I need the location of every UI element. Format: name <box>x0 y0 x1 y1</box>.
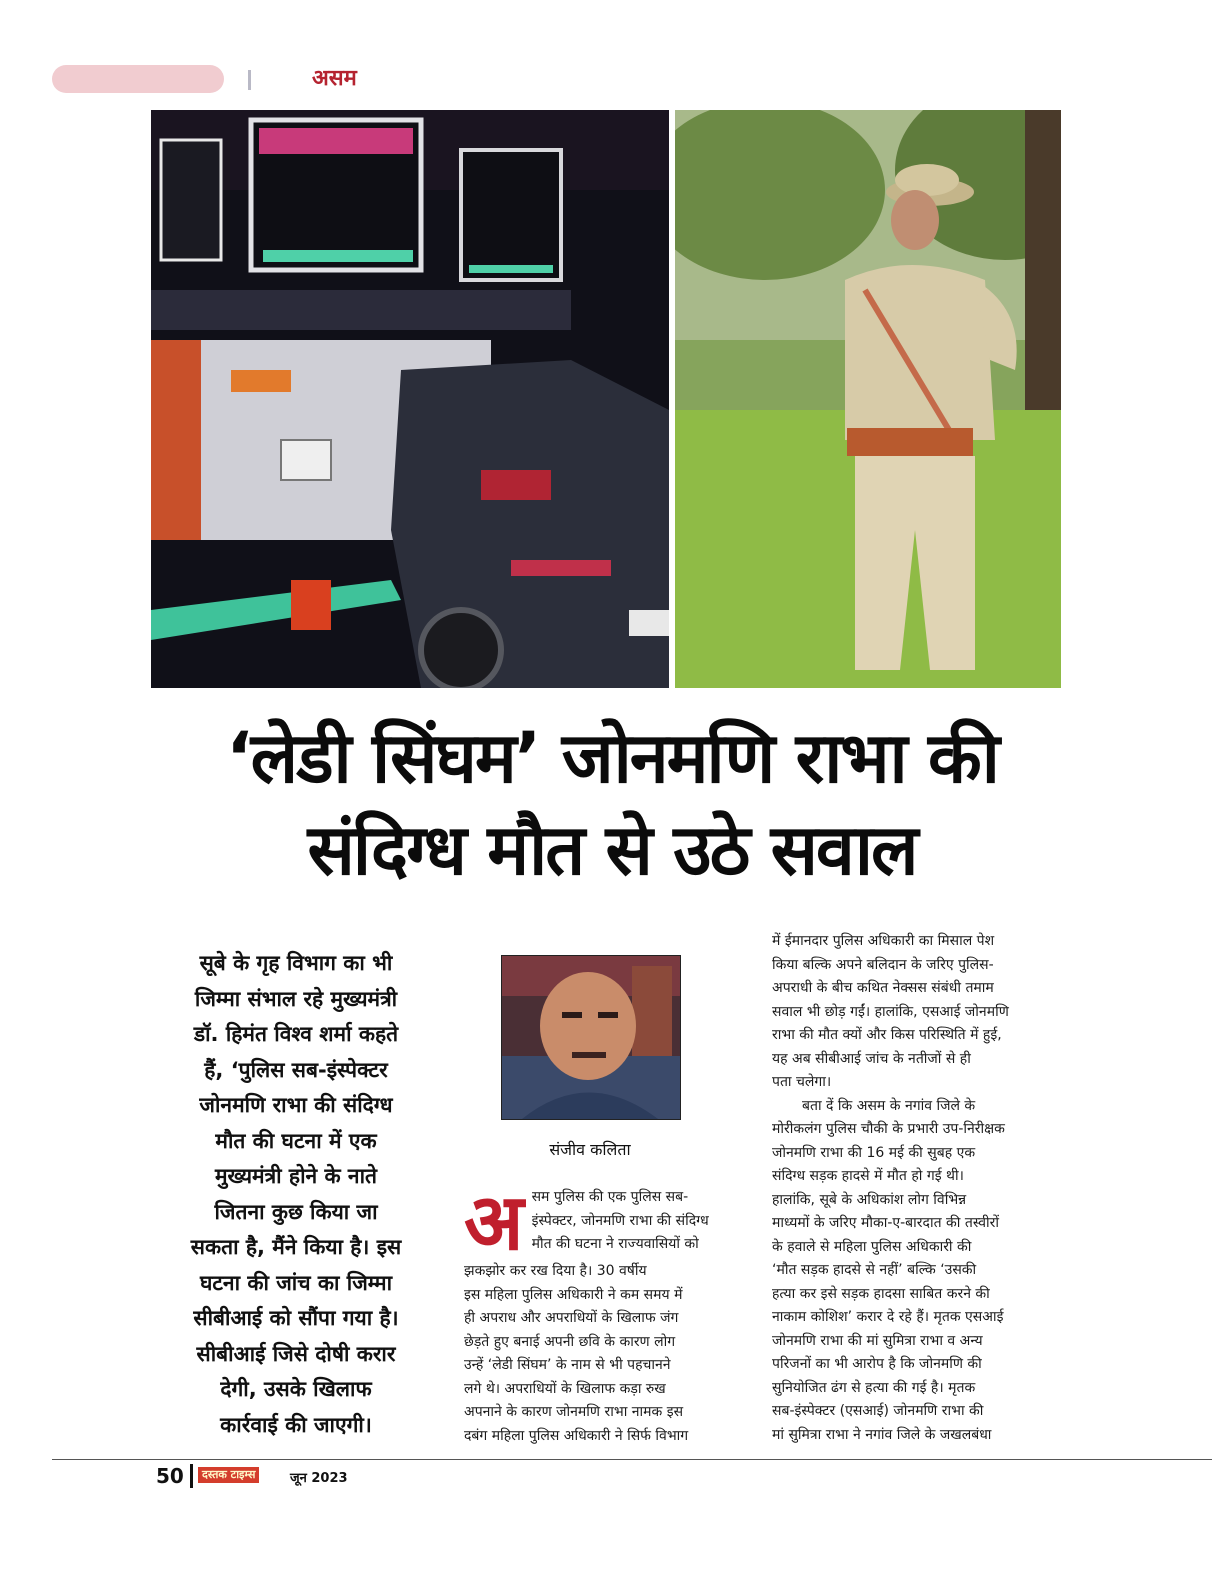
header-decoration-pill <box>52 65 224 93</box>
article-line: माध्यमों के जरिए मौका-ए-बारदात की तस्वीरों <box>772 1215 1000 1231</box>
article-line: जोनमणि राभा की मां सुमित्रा राभा व अन्य <box>772 1332 983 1349</box>
article-line: सम पुलिस की एक पुलिस सब- <box>531 1189 689 1205</box>
article-line: हालांकि, सूबे के अधिकांश लोग विभिन्न <box>772 1191 967 1208</box>
article-line: नाकाम कोशिश’ करार दे रहे हैं। मृतक एसआई <box>772 1309 1004 1325</box>
issue-date: जून 2023 <box>290 1471 348 1486</box>
pull-quote-line: घटना की जांच का जिम्मा <box>199 1270 393 1295</box>
article-line: झकझोर कर रख दिया है। 30 वर्षीय <box>464 1263 647 1279</box>
pull-quote-line: सीबीआई जिसे दोषी करार <box>196 1341 396 1366</box>
footer-rule <box>52 1459 1212 1460</box>
headline-line-2: संदिग्ध मौत से उठे सवाल <box>307 809 917 891</box>
headline <box>110 712 1114 896</box>
drop-cap: अ <box>464 1178 524 1268</box>
article-line: जोनमणि राभा की 16 मई की सुबह एक <box>772 1144 976 1161</box>
article-line: इंस्पेक्टर, जोनमणि राभा की संदिग्ध <box>531 1212 709 1229</box>
author-name: संजीव कलिता <box>549 1140 631 1159</box>
pull-quote-line: सूबे के गृह विभाग का भी <box>199 951 393 975</box>
pull-quote-line: सकता है, मैंने किया है। इस <box>190 1235 402 1259</box>
article-line: पता चलेगा। <box>772 1074 832 1090</box>
article-line: मौत की घटना ने राज्यवासियों को <box>531 1236 699 1252</box>
article-line: किया बल्कि अपने बलिदान के जरिए पुलिस- <box>772 956 994 973</box>
article-line: ‘मौत सड़क हादसे से नहीं’ बल्कि ‘उसकी <box>772 1262 977 1278</box>
article-line: यह अब सीबीआई जांच के नतीजों से ही <box>772 1050 971 1067</box>
footer-separator <box>190 1464 193 1488</box>
pull-quote-line: हैं, ‘पुलिस सब-इंस्पेक्टर <box>204 1057 388 1082</box>
article-line: मां सुमित्रा राभा ने नगांव जिले के जखलबंधा <box>772 1426 992 1443</box>
pull-quote-line: मुख्यमंत्री होने के नाते <box>215 1164 377 1188</box>
article-line: बता दें कि असम के नगांव जिले के <box>802 1097 976 1114</box>
page-number: 50 <box>156 1464 184 1488</box>
article-line: उन्हें ‘लेडी सिंघम’ के नाम से भी पहचानने <box>464 1357 671 1373</box>
article-line: परिजनों का भी आरोप है कि जोनमणि की <box>772 1356 982 1372</box>
article-line: सवाल भी छोड़ गईं। हालांकि, एसआई जोनमणि <box>772 1003 1009 1020</box>
article-line: अपराधी के बीच कथित नेक्सस संबंधी तमाम <box>772 980 994 996</box>
section-label: असम <box>312 66 357 91</box>
author-photo <box>501 955 681 1120</box>
headline-line-1: ‘लेडी सिंघम’ जोनमणि राभा की <box>226 717 998 799</box>
article-line: सुनियोजित ढंग से हत्या की गई है। मृतक <box>772 1379 976 1396</box>
pull-quote-line: डॉ. हिमंत विश्व शर्मा कहते <box>193 1022 399 1046</box>
officer-photo <box>675 110 1061 688</box>
article-line: दबंग महिला पुलिस अधिकारी ने सिर्फ विभाग <box>464 1427 689 1444</box>
article-line: लगे थे। अपराधियों के खिलाफ कड़ा रुख <box>464 1380 666 1397</box>
article-line: के हवाले से महिला पुलिस अधिकारी की <box>772 1238 972 1255</box>
pull-quote <box>160 946 432 1443</box>
article-line: अपनाने के कारण जोनमणि राभा नामक इस <box>464 1404 684 1420</box>
article-column-2 <box>772 930 1060 1447</box>
article-line: ही अपराध और अपराधियों के खिलाफ जंग <box>464 1310 679 1326</box>
header-separator <box>248 70 251 90</box>
pull-quote-line: जोनमणि राभा की संदिग्ध <box>199 1093 393 1117</box>
article-line: इस महिला पुलिस अधिकारी ने कम समय में <box>464 1286 683 1303</box>
article-line: राभा की मौत क्यों और किस परिस्थिति में हुई, <box>772 1027 1002 1043</box>
pull-quote-line: देगी, उसके खिलाफ <box>220 1377 372 1401</box>
article-column-1 <box>464 1178 752 1448</box>
article-line: सब-इंस्पेक्टर (एसआई) जोनमणि राभा की <box>772 1403 984 1419</box>
pull-quote-line: जिम्मा संभाल रहे मुख्यमंत्री <box>194 986 398 1011</box>
pull-quote-line: कार्रवाई की जाएगी। <box>220 1412 372 1437</box>
accident-photo <box>151 110 669 688</box>
article-line: मोरीकलंग पुलिस चौकी के प्रभारी उप-निरीक्षक <box>772 1121 1005 1137</box>
article-line: हत्या कर इसे सड़क हादसा साबित करने की <box>772 1285 990 1302</box>
pull-quote-line: सीबीआई को सौंपा गया है। <box>193 1306 399 1330</box>
pull-quote-line: मौत की घटना में एक <box>215 1128 377 1153</box>
article-line: में ईमानदार पुलिस अधिकारी का मिसाल पेश <box>772 933 995 949</box>
article-line: संदिग्ध सड़क हादसे में मौत हो गई थी। <box>772 1168 964 1184</box>
magazine-logo: दस्तक टाइम्स <box>198 1467 259 1483</box>
article-line: छेड़ते हुए बनाई अपनी छवि के कारण लोग <box>464 1333 676 1350</box>
pull-quote-line: जितना कुछ किया जा <box>214 1199 378 1224</box>
